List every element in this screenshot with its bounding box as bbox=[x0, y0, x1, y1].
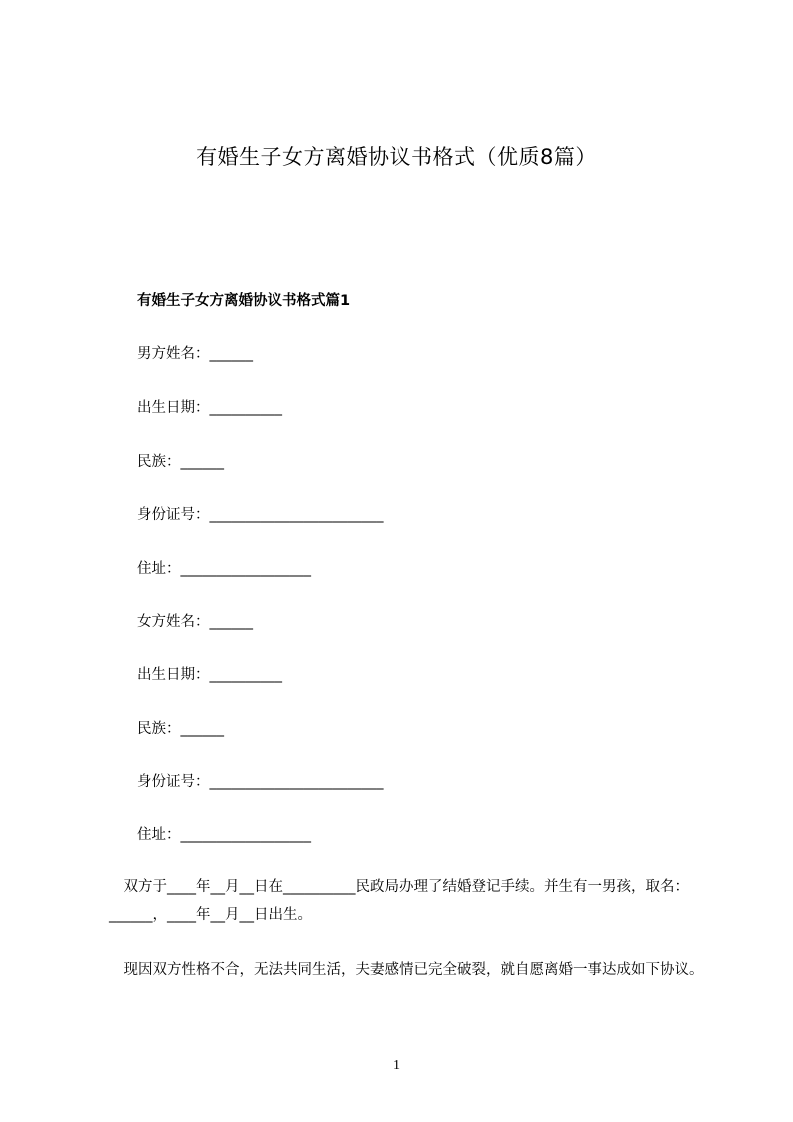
male-birth-date-field: 出生日期：__________ bbox=[137, 400, 282, 416]
male-ethnicity-field: 民族：______ bbox=[137, 454, 224, 470]
female-name-field: 女方姓名：______ bbox=[137, 614, 253, 630]
female-id-number-field: 身份证号：________________________ bbox=[137, 774, 384, 790]
marriage-registration-paragraph: 双方于____年__月__日在__________民政局办理了结婚登记手续。并生有一男孩，取名：______，____年__月__日出生。 bbox=[109, 879, 689, 923]
male-address-field: 住址：__________________ bbox=[137, 561, 311, 577]
male-id-number-field: 身份证号：________________________ bbox=[137, 507, 384, 523]
section-heading: 有婚生子女方离婚协议书格式篇1 bbox=[137, 293, 351, 309]
document-title: 有婚生子女方离婚协议书格式（优质8篇） bbox=[196, 145, 597, 169]
page-number: 1 bbox=[393, 1058, 400, 1073]
male-name-field: 男方姓名：______ bbox=[137, 346, 253, 362]
female-address-field: 住址：__________________ bbox=[137, 827, 311, 843]
female-ethnicity-field: 民族：______ bbox=[137, 721, 224, 737]
female-birth-date-field: 出生日期：__________ bbox=[137, 667, 282, 683]
agreement-intro-paragraph: 现因双方性格不合，无法共同生活，夫妻感情已完全破裂，就自愿离婚一事达成如下协议。 bbox=[109, 962, 704, 978]
